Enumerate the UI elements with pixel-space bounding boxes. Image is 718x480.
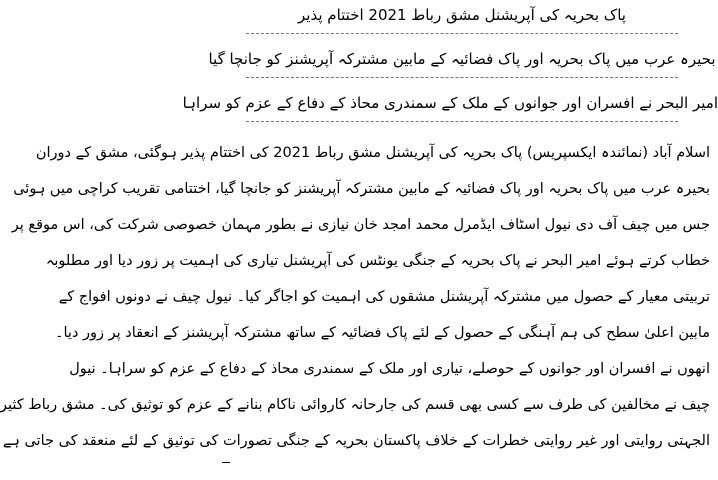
- body-line: مابین اعلیٰ سطح کی ہم آہنگی کے حصول کے لئے پاک فضائیہ کے ساتھ مشترکہ آپریشنز کے انعقاد پر زور دیا۔: [55, 325, 710, 341]
- body-line: انھوں نے افسران اور جوانوں کے حوصلے، تیاری اور ملک کے سمندری محاذ کے دفاع کے عزم کو سراہا۔ نیول: [69, 361, 710, 377]
- headline-main: پاک بحریہ کی آپریشنل مشق رباط 2021 اختتام پذیر: [298, 6, 626, 24]
- end-dash: [222, 462, 230, 463]
- body-line: خطاب کرتے ہوئے امیر البحر نے پاک بحریہ کے جنگی یونٹس کی آپریشنل تیاری کی اہمیت پر زور دیا اور مطلوبہ: [45, 253, 710, 269]
- headline-sub-1: بحیرہ عرب میں پاک بحریہ اور پاک فضائیہ کے مابین مشترکہ آپریشنز کو جانچا گیا: [208, 50, 716, 68]
- divider: [246, 33, 678, 34]
- body-line: چیف نے مخالفین کی طرف سے کسی بھی قسم کی جارحانہ کاروائی ناکام بنانے کے عزم کو توثیق کی۔ مشق رباط کثیر: [0, 397, 710, 413]
- headline-sub-2: امیر البحر نے افسران اور جوانوں کے ملک کے سمندری محاذ کے دفاع کے عزم کو سراہا: [182, 94, 718, 112]
- body-line: جس میں چیف آف دی نیول اسٹاف ایڈمرل محمد امجد خان نیازی نے بطور مہمان خصوصی شرکت کی، اس موقع پر: [11, 217, 710, 233]
- body-line: بحیرہ عرب میں پاک بحریہ اور پاک فضائیہ کے مابین مشترکہ آپریشنز کو جانچا گیا، اختتامی تقریب کراچی میں ہوئی: [13, 181, 710, 197]
- body-line: الجہتی روایتی اور غیر روایتی خطرات کے خلاف پاکستان بحریہ کے جنگی تصورات کی توثیق کے لئے منعقد کی جاتی ہے: [2, 433, 710, 449]
- body-line: اسلام آباد (نمائندہ ایکسپریس) پاک بحریہ کی آپریشنل مشق رباط 2021 کی اختتام پذیر ہوگئی، مشق کے دوران: [35, 145, 710, 161]
- divider: [246, 121, 678, 122]
- divider: [246, 77, 678, 78]
- body-line: تربیتی معیار کے حصول میں مشترکہ آپریشنل مشقوں کی اہمیت کو اجاگر کیا۔ نیول چیف نے دونوں افواج کے: [58, 289, 710, 305]
